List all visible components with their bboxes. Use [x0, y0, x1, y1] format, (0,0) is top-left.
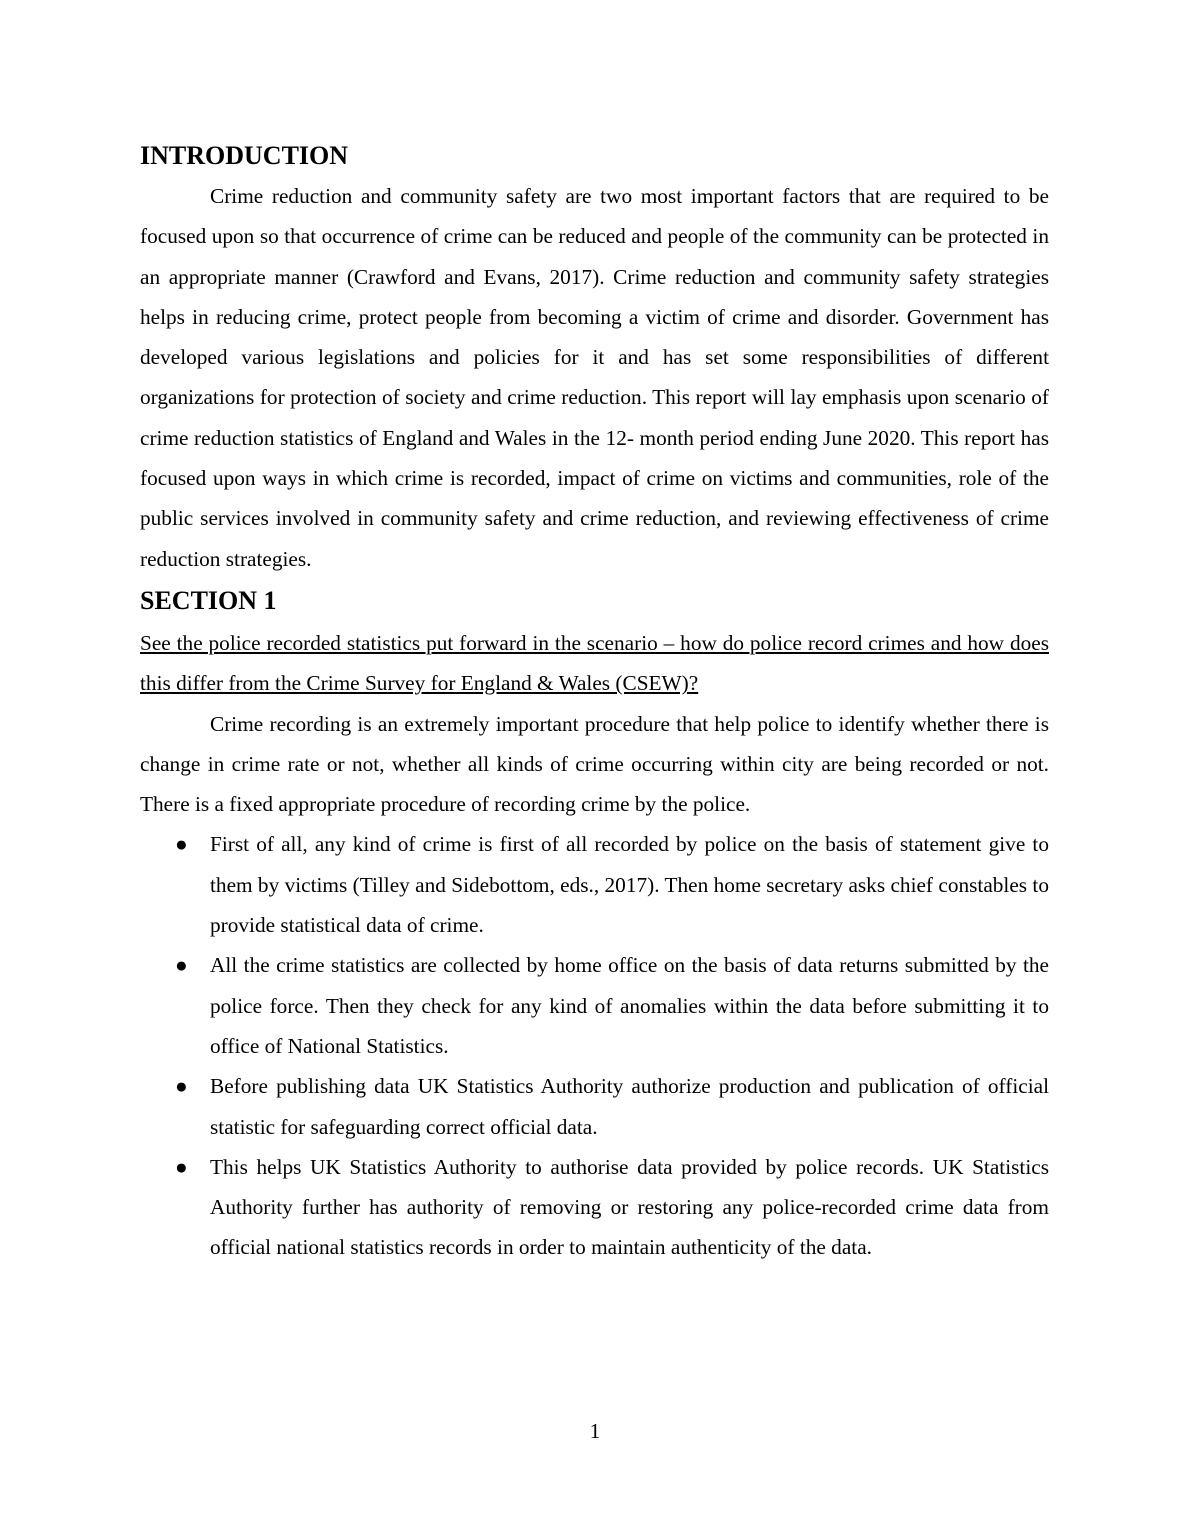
list-item-text: Before publishing data UK Statistics Authority authorize production and publication of official statistic for safeguarding correct official data.: [210, 1074, 1049, 1139]
list-item-text: All the crime statistics are collected by home office on the basis of data returns submitted by the police force. Then they check for any kind of anomalies within the data before submitting it to office of National Statistics.: [210, 953, 1049, 1058]
introduction-paragraph: Crime reduction and community safety are two most important factors that are required to be focused upon so that occurrence of crime can be reduced and people of the community can be protected in an appropriate manner (Crawford and Evans, 2017). Crime reduction and community safety strategies helps in reducing crime, protect people from becoming a victim of crime and disorder. Government has developed various legislations and policies for it and has set some responsibilities of different organizations for protection of society and crime reduction. This report will lay emphasis upon scenario of crime reduction statistics of England and Wales in the 12- month period ending June 2020. This report has focused upon ways in which crime is recorded, impact of crime on victims and communities, role of the public services involved in community safety and crime reduction, and reviewing effectiveness of crime reduction strategies.: [140, 184, 1049, 571]
list-item: [140, 1147, 1049, 1268]
section-1-question: See the police recorded statistics put forward in the scenario – how do police record crimes and how does this differ from the Crime Survey for England & Wales (CSEW)?: [140, 630, 1049, 696]
list-item-text: This helps UK Statistics Authority to authorise data provided by police records. UK Statistics Authority further has authority of removing or restoring any police-recorded crime data from official national statistics records in order to maintain authenticity of the data.: [210, 1154, 1049, 1260]
document-page: [140, 138, 1049, 1268]
bullet-list: [140, 824, 1049, 1267]
list-item: [140, 824, 1049, 945]
list-item: [140, 945, 1049, 1066]
bullet-icon: ●: [175, 832, 188, 857]
list-item: [140, 1066, 1049, 1147]
list-item-text: First of all, any kind of crime is first of all recorded by police on the basis of statement give to them by victims (Tilley and Sidebottom, eds., 2017). Then home secretary asks chief constables to provide statistical data of crime.: [210, 832, 1049, 938]
bullet-icon: ●: [175, 1154, 188, 1179]
section-1-heading: SECTION 1: [140, 585, 277, 615]
bullet-icon: ●: [175, 953, 188, 978]
page-number: 1: [589, 1419, 601, 1443]
bullet-icon: ●: [175, 1074, 188, 1099]
introduction-heading: INTRODUCTION: [140, 141, 349, 170]
section-1-paragraph: Crime recording is an extremely important procedure that help police to identify whether there is change in crime rate or not, whether all kinds of crime occurring within city are being recorded or not. There is a fixed appropriate procedure of recording crime by the police.: [140, 711, 1049, 817]
